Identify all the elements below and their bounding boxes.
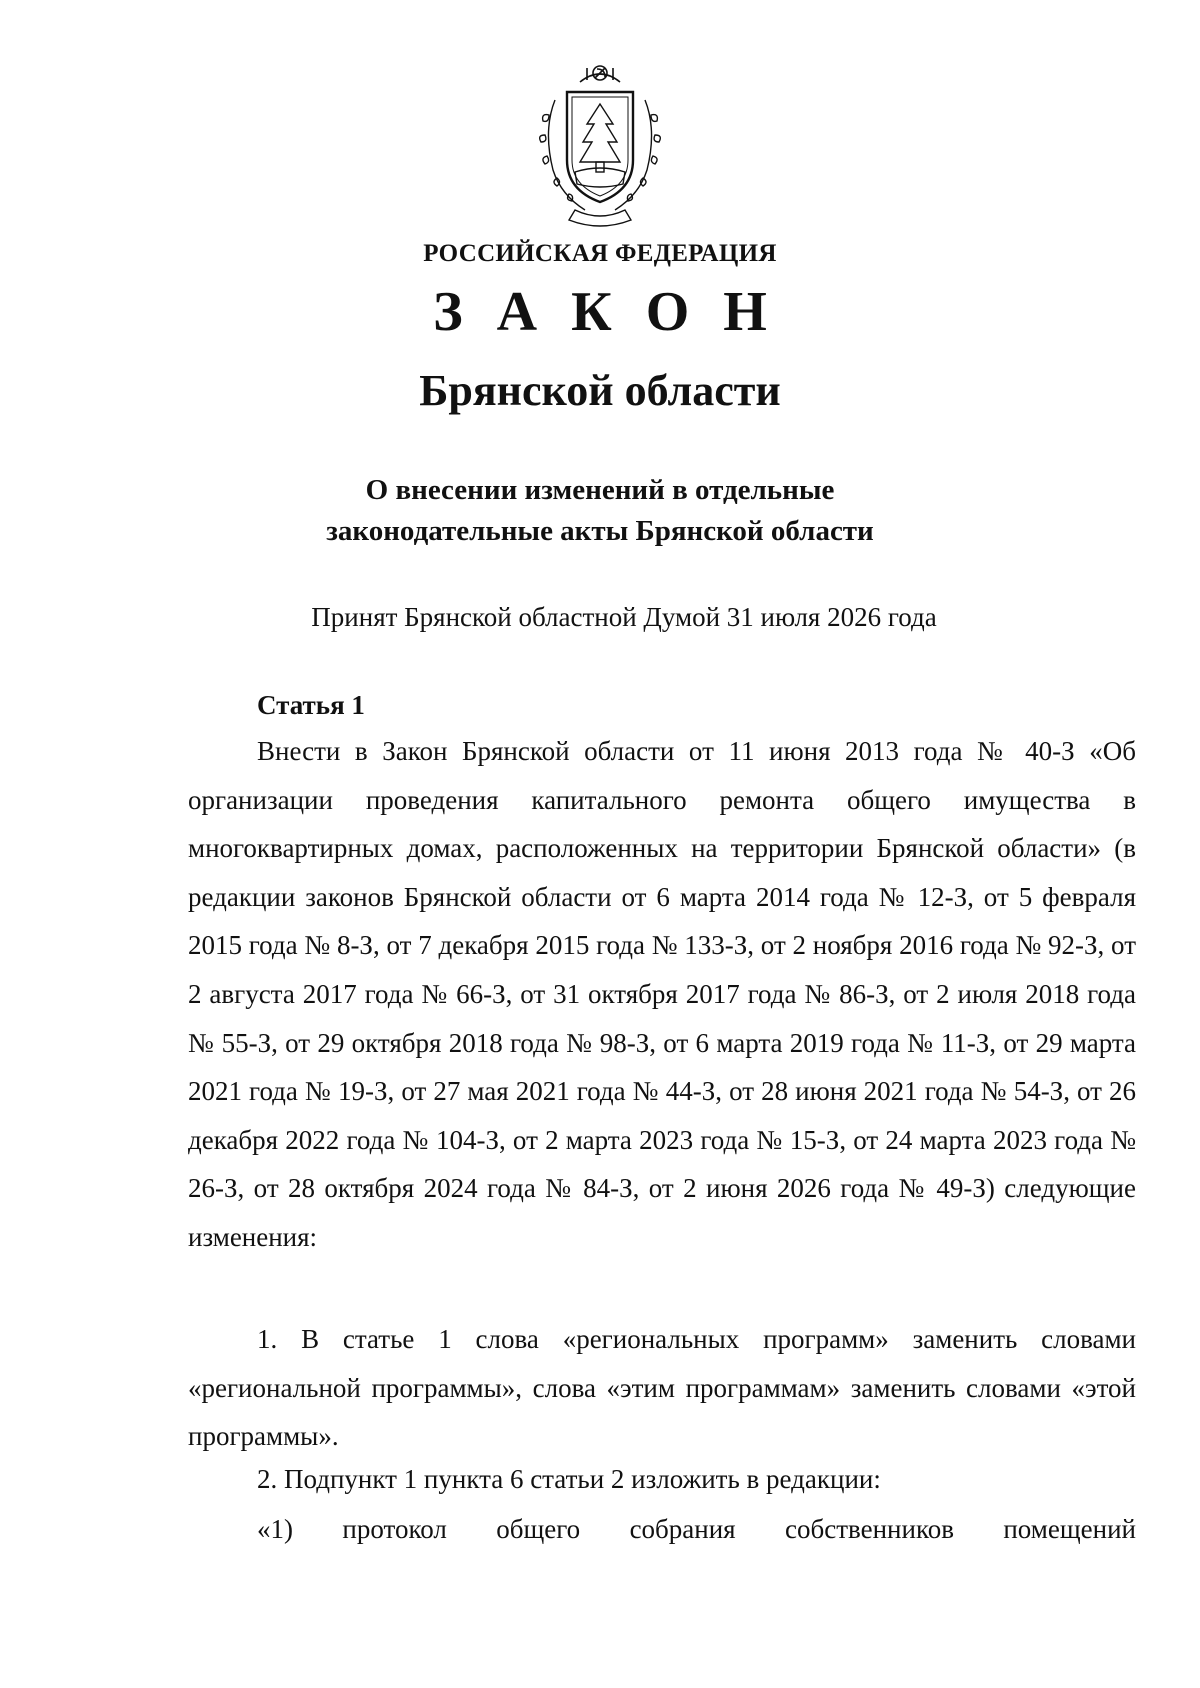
law-subject-line: О внесении изменений в отдельные [365,474,835,506]
law-subject [0,470,1200,552]
bryansk-coat-of-arms-icon [535,60,665,230]
adoption-date: Принят Брянской областной Думой 31 июля 2026 года [311,602,937,632]
law-title: З А К О Н [433,281,777,343]
article-item-2: 2. Подпункт 1 пункта 6 статьи 2 изложить в редакции: [257,1464,881,1494]
article-item-1: 1. В статье 1 слова «региональных программ» заменить словами «региональной программы», слова «этим программам» заменить словами «этой программы». [188,1324,1136,1452]
law-subject-line: законодательные акты Брянской области [326,515,874,547]
article-item-3: «1) протокол общего собрания собственников помещений [257,1514,1136,1544]
article-heading: Статья 1 [257,690,365,720]
article-intro-paragraph: Внести в Закон Брянской области от 11 июня 2013 года № 40-З «Об организации проведения капитального ремонта общего имущества в многоквартирных домах, расположенных на территории Брянской области» (в редакции законов Брянской области от 6 марта 2014 года № 12-З, от 5 февраля 2015 года № 8-З, от 7 декабря 2015 года № 133-З, от 2 ноября 2016 года № 92-З, от 2 августа 2017 года № 66-З, от 31 октября 2017 года № 86-З, от 2 июля 2018 года № 55-З, от 29 октября 2018 года № 98-З, от 6 марта 2019 года № 11-З, от 29 марта 2021 года № 19-З, от 27 мая 2021 года № 44-З, от 28 июня 2021 года № 54-З, от 26 декабря 2022 года № 104-З, от 2 марта 2023 года № 15-З, от 24 марта 2023 года № 26-З, от 28 октября 2024 года № 84-З, от 2 июня 2026 года № 49-З) следующие изменения: [188,736,1136,1252]
country-name: РОССИЙСКАЯ ФЕДЕРАЦИЯ [423,240,777,267]
region-name: Брянской области [419,366,781,415]
